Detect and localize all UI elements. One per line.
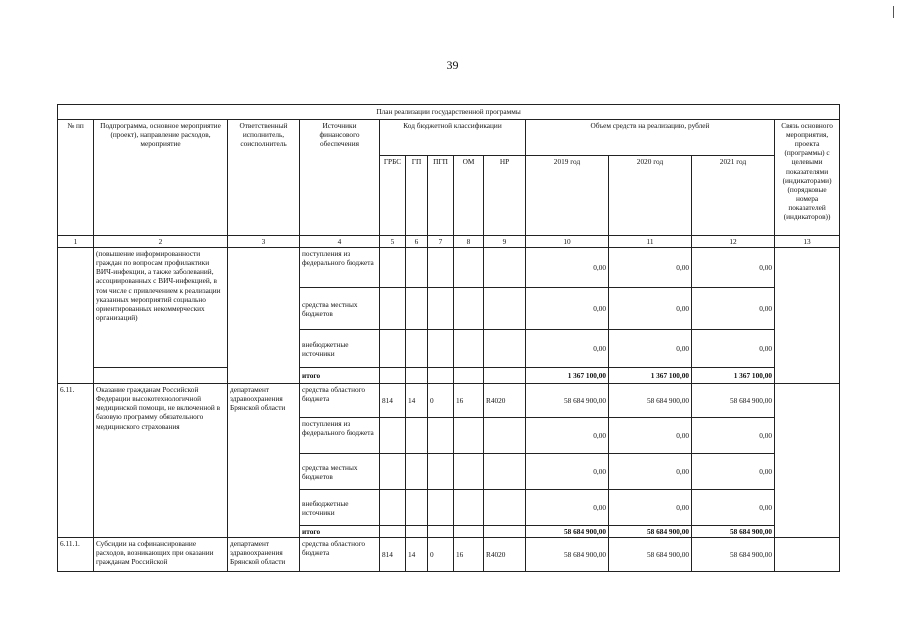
program-plan-table-container bbox=[57, 104, 840, 572]
header-2019: 2019 год bbox=[526, 156, 609, 236]
code-grbs: 814 bbox=[380, 384, 406, 418]
funding-source: поступления из федерального бюджета bbox=[300, 248, 380, 288]
header-link: Связь основного мероприятия, проекта (программы) с целевыми показателями (индикаторами) (порядковые номера показателей (индикаторов)) bbox=[775, 120, 840, 236]
code-grbs bbox=[380, 248, 406, 288]
code-om bbox=[454, 454, 484, 490]
amount-2021: 58 684 900,00 bbox=[692, 384, 775, 418]
amount-2020: 0,00 bbox=[609, 418, 692, 454]
column-number: 5 bbox=[380, 236, 406, 248]
code-gp bbox=[406, 418, 428, 454]
total-2021: 1 367 100,00 bbox=[692, 368, 775, 384]
code-nr bbox=[484, 330, 526, 368]
amount-2020: 58 684 900,00 bbox=[609, 538, 692, 572]
amount-2019: 0,00 bbox=[526, 490, 609, 526]
header-executor: Ответственный исполнитель, соисполнитель bbox=[228, 120, 300, 236]
header-volume: Объем средств на реализацию, рублей bbox=[526, 120, 775, 156]
amount-2021: 0,00 bbox=[692, 490, 775, 526]
column-number: 8 bbox=[454, 236, 484, 248]
row-number: 6.11. bbox=[58, 384, 94, 538]
amount-2021: 0,00 bbox=[692, 418, 775, 454]
page-number: 39 bbox=[446, 58, 459, 72]
program-plan-table bbox=[57, 104, 840, 572]
table-title: План реализации государственной программы bbox=[58, 105, 840, 120]
code-om bbox=[454, 490, 484, 526]
code-grbs bbox=[380, 418, 406, 454]
header-2020: 2020 год bbox=[609, 156, 692, 236]
amount-2021: 0,00 bbox=[692, 330, 775, 368]
code-om bbox=[454, 418, 484, 454]
code-nr bbox=[484, 288, 526, 330]
column-number: 13 bbox=[775, 236, 840, 248]
code-pgp bbox=[428, 330, 454, 368]
total-2019: 58 684 900,00 bbox=[526, 526, 609, 538]
funding-source-total: итого bbox=[300, 368, 380, 384]
column-number: 9 bbox=[484, 236, 526, 248]
code-nr bbox=[484, 368, 526, 384]
code-grbs bbox=[380, 330, 406, 368]
column-number: 1 bbox=[58, 236, 94, 248]
measure-description: Оказание гражданам Российской Федерации высокотехнологичной медицинской помощи, не включенной в базовую программу обязательного медицинского страхования bbox=[94, 384, 228, 538]
code-om bbox=[454, 368, 484, 384]
code-grbs bbox=[380, 454, 406, 490]
amount-2019: 0,00 bbox=[526, 418, 609, 454]
amount-2021: 0,00 bbox=[692, 248, 775, 288]
executor: департамент здравоохранения Брянской области bbox=[228, 538, 300, 572]
row-number-cell bbox=[58, 248, 94, 384]
code-pgp bbox=[428, 418, 454, 454]
code-grbs bbox=[380, 526, 406, 538]
code-gp: 14 bbox=[406, 538, 428, 572]
header-om: ОМ bbox=[454, 156, 484, 236]
column-number: 12 bbox=[692, 236, 775, 248]
amount-2020: 0,00 bbox=[609, 248, 692, 288]
header-gp: ГП bbox=[406, 156, 428, 236]
funding-source: внебюджетные источники bbox=[300, 490, 380, 526]
code-om bbox=[454, 330, 484, 368]
amount-2020: 0,00 bbox=[609, 330, 692, 368]
code-pgp bbox=[428, 490, 454, 526]
amount-2019: 0,00 bbox=[526, 330, 609, 368]
amount-2021: 0,00 bbox=[692, 288, 775, 330]
header-nr: НР bbox=[484, 156, 526, 236]
header-subprogram: Подпрограмма, основное мероприятие (проект), направление расходов, мероприятие bbox=[94, 120, 228, 236]
code-nr bbox=[484, 418, 526, 454]
code-gp bbox=[406, 330, 428, 368]
code-grbs bbox=[380, 368, 406, 384]
code-grbs: 814 bbox=[380, 538, 406, 572]
code-nr bbox=[484, 454, 526, 490]
amount-2019: 0,00 bbox=[526, 288, 609, 330]
header-num: № пп bbox=[58, 120, 94, 236]
code-grbs bbox=[380, 490, 406, 526]
code-om bbox=[454, 248, 484, 288]
code-gp bbox=[406, 288, 428, 330]
funding-source: средства областного бюджета bbox=[300, 538, 380, 572]
indicator-link-cell bbox=[775, 248, 840, 384]
measure-description-empty bbox=[94, 368, 228, 384]
code-gp: 14 bbox=[406, 384, 428, 418]
header-pgp: ПГП bbox=[428, 156, 454, 236]
total-2020: 58 684 900,00 bbox=[609, 526, 692, 538]
funding-source: поступления из федерального бюджета bbox=[300, 418, 380, 454]
executor: департамент здравоохранения Брянской области bbox=[228, 384, 300, 538]
code-gp bbox=[406, 248, 428, 288]
code-pgp bbox=[428, 368, 454, 384]
code-nr bbox=[484, 248, 526, 288]
column-number: 2 bbox=[94, 236, 228, 248]
column-number: 7 bbox=[428, 236, 454, 248]
funding-source: средства местных бюджетов bbox=[300, 288, 380, 330]
code-om: 16 bbox=[454, 384, 484, 418]
code-om bbox=[454, 288, 484, 330]
amount-2019: 0,00 bbox=[526, 454, 609, 490]
code-nr bbox=[484, 490, 526, 526]
amount-2020: 0,00 bbox=[609, 454, 692, 490]
code-pgp: 0 bbox=[428, 384, 454, 418]
code-gp bbox=[406, 526, 428, 538]
code-pgp bbox=[428, 454, 454, 490]
code-gp bbox=[406, 490, 428, 526]
code-pgp bbox=[428, 288, 454, 330]
amount-2019: 58 684 900,00 bbox=[526, 384, 609, 418]
funding-source: средства местных бюджетов bbox=[300, 454, 380, 490]
header-kbk: Код бюджетной классификации bbox=[380, 120, 526, 156]
code-grbs bbox=[380, 288, 406, 330]
column-number: 10 bbox=[526, 236, 609, 248]
code-nr bbox=[484, 526, 526, 538]
code-nr: R4020 bbox=[484, 384, 526, 418]
total-2019: 1 367 100,00 bbox=[526, 368, 609, 384]
scan-corner-mark bbox=[893, 6, 894, 18]
row-number: 6.11.1. bbox=[58, 538, 94, 572]
code-pgp bbox=[428, 526, 454, 538]
header-sources: Источники финансового обеспечения bbox=[300, 120, 380, 236]
funding-source-total: итого bbox=[300, 526, 380, 538]
column-number: 4 bbox=[300, 236, 380, 248]
code-pgp: 0 bbox=[428, 538, 454, 572]
amount-2020: 58 684 900,00 bbox=[609, 384, 692, 418]
funding-source: внебюджетные источники bbox=[300, 330, 380, 368]
column-number: 3 bbox=[228, 236, 300, 248]
header-grbs: ГРБС bbox=[380, 156, 406, 236]
code-gp bbox=[406, 368, 428, 384]
indicator-link-cell bbox=[775, 384, 840, 538]
indicator-link-cell bbox=[775, 538, 840, 572]
executor-cell bbox=[228, 248, 300, 384]
code-om: 16 bbox=[454, 538, 484, 572]
code-om bbox=[454, 526, 484, 538]
code-nr: R4020 bbox=[484, 538, 526, 572]
amount-2019: 58 684 900,00 bbox=[526, 538, 609, 572]
code-pgp bbox=[428, 248, 454, 288]
amount-2020: 0,00 bbox=[609, 288, 692, 330]
header-2021: 2021 год bbox=[692, 156, 775, 236]
amount-2020: 0,00 bbox=[609, 490, 692, 526]
total-2021: 58 684 900,00 bbox=[692, 526, 775, 538]
amount-2019: 0,00 bbox=[526, 248, 609, 288]
total-2020: 1 367 100,00 bbox=[609, 368, 692, 384]
funding-source: средства областного бюджета bbox=[300, 384, 380, 418]
column-number: 11 bbox=[609, 236, 692, 248]
column-number: 6 bbox=[406, 236, 428, 248]
measure-description: (повышение информированности граждан по вопросам профилактики ВИЧ-инфекции, а также заболеваний, ассоциированных с ВИЧ-инфекцией, в том числе с привлечением к реализации указанных мероприятий социально ориентированных некоммерческих организаций) bbox=[94, 248, 228, 368]
amount-2021: 58 684 900,00 bbox=[692, 538, 775, 572]
amount-2021: 0,00 bbox=[692, 454, 775, 490]
code-gp bbox=[406, 454, 428, 490]
measure-description: Субсидии на софинансирование расходов, возникающих при оказании гражданам Российской bbox=[94, 538, 228, 572]
